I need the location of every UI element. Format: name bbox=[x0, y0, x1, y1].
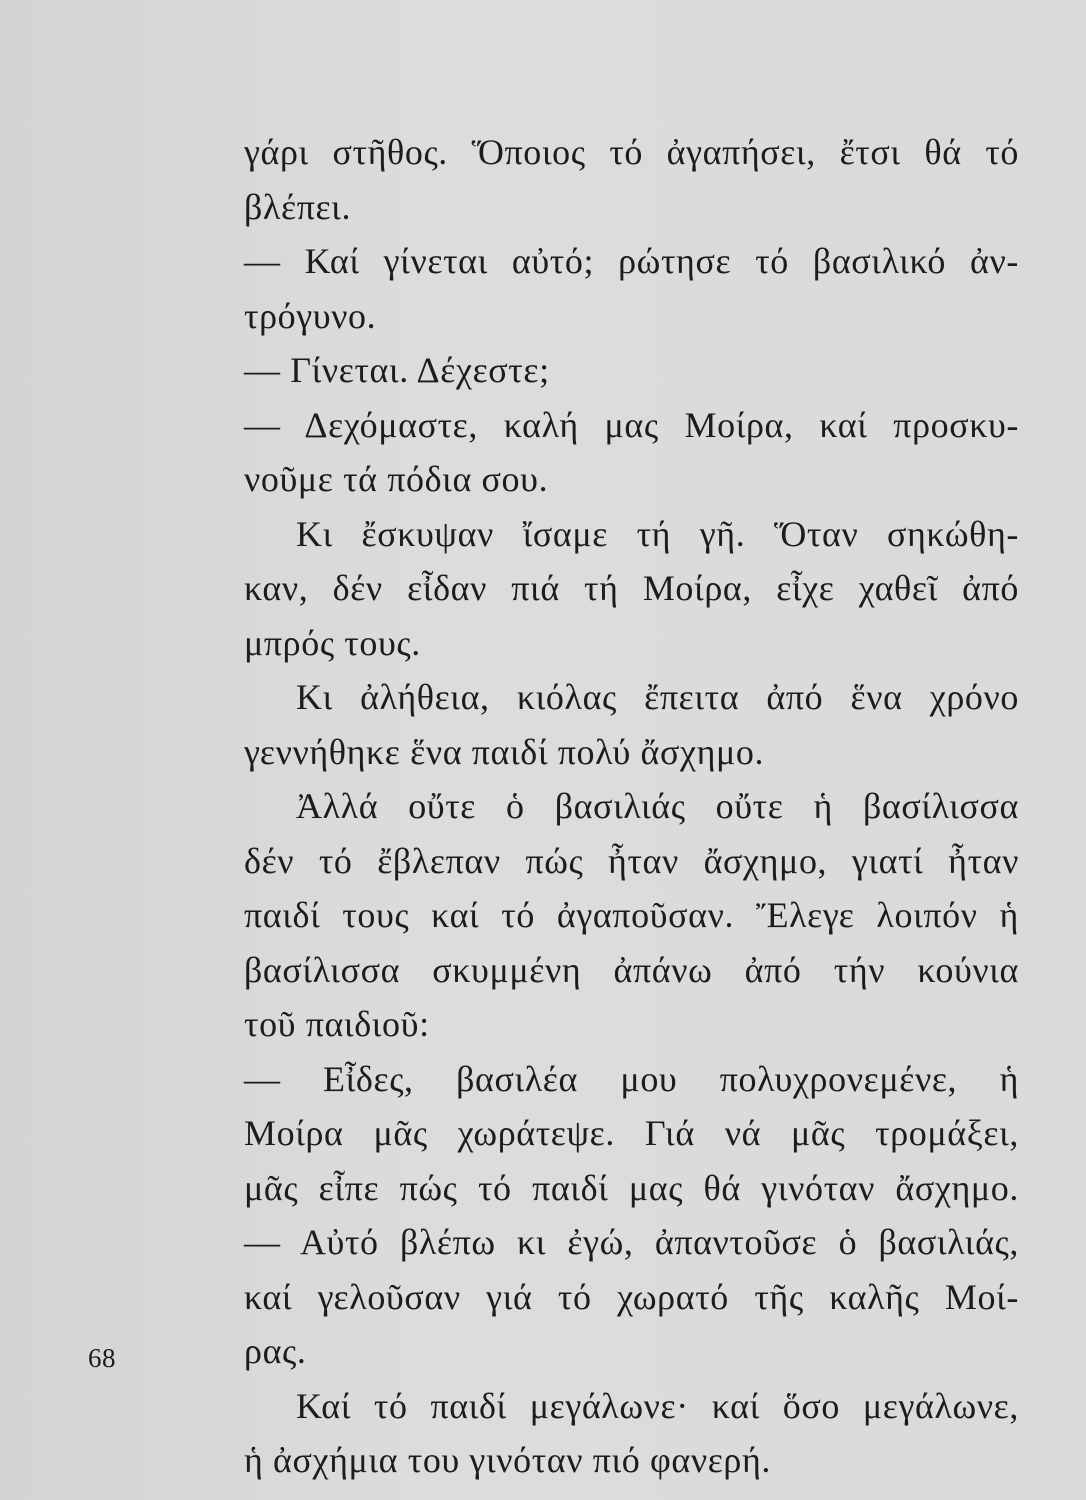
text-line: μᾶς εἶπε πώς τό παιδί μας θά γινόταν ἄσχημο. bbox=[244, 1167, 1019, 1208]
text-line: ρας. bbox=[244, 1331, 307, 1371]
text-line: γάρι στῆθος. Ὅποιος τό ἀγαπήσει, ἔτσι θά τό bbox=[244, 132, 1019, 172]
text-line: Κι ἀλήθεια, κιόλας ἔπειτα ἀπό ἕνα χρόνο bbox=[296, 677, 1019, 717]
page-number: 68 bbox=[88, 1343, 116, 1373]
text-line: γεννήθηκε ἕνα παιδί πολύ ἄσχημο. bbox=[244, 731, 765, 772]
text-line: μπρός τους. bbox=[244, 622, 421, 663]
text-line: Μοίρα μᾶς χωράτεψε. Γιά νά μᾶς τρομάξει, bbox=[244, 1113, 1019, 1153]
text-line: ἡ ἀσχήμια του γινόταν πιό φανερή. bbox=[244, 1440, 771, 1480]
text-line: Καί τό παιδί μεγάλωνε· καί ὅσο μεγάλωνε, bbox=[296, 1385, 1019, 1426]
text-line: Ἀλλά οὔτε ὁ βασιλιάς οὔτε ἡ βασίλισσα bbox=[296, 786, 1019, 826]
text-line: — Αὐτό βλέπω κι ἐγώ, ἀπαντοῦσε ὁ βασιλιάς, bbox=[244, 1222, 1019, 1262]
text-line: Κι ἔσκυψαν ἴσαμε τή γῆ. Ὅταν σηκώθη- bbox=[296, 513, 1019, 554]
text-line: δέν τό ἔβλεπαν πώς ἦταν ἄσχημο, γιατί ἦταν bbox=[244, 840, 1019, 881]
text-line: — Εἶδες, βασιλέα μου πολυχρονεμένε, ἡ bbox=[244, 1058, 1019, 1099]
text-line: νοῦμε τά πόδια σου. bbox=[244, 459, 549, 499]
text-line: — Γίνεται. Δέχεστε; bbox=[244, 350, 550, 390]
text-line: βασίλισσα σκυμμένη ἀπάνω ἀπό τήν κούνια bbox=[244, 949, 1019, 990]
text-line: παιδί τους καί τό ἀγαποῦσαν. Ἔλεγε λοιπόν ἡ bbox=[244, 895, 1019, 935]
text-line: — Καί γίνεται αὐτό; ρώτησε τό βασιλικό ἀν- bbox=[244, 241, 1019, 281]
text-line: — Δεχόμαστε, καλή μας Μοίρα, καί προσκυ- bbox=[244, 404, 1019, 445]
page-text bbox=[244, 125, 1019, 1488]
text-line: τρόγυνο. bbox=[244, 295, 377, 336]
text-line: βλέπει. bbox=[244, 186, 352, 227]
text-line: καν, δέν εἶδαν πιά τή Μοίρα, εἶχε χαθεῖ ἀπό bbox=[244, 568, 1019, 608]
text-line: καί γελοῦσαν γιά τό χωρατό τῆς καλῆς Μοί- bbox=[244, 1276, 1019, 1317]
text-line: τοῦ παιδιοῦ: bbox=[244, 1004, 430, 1044]
